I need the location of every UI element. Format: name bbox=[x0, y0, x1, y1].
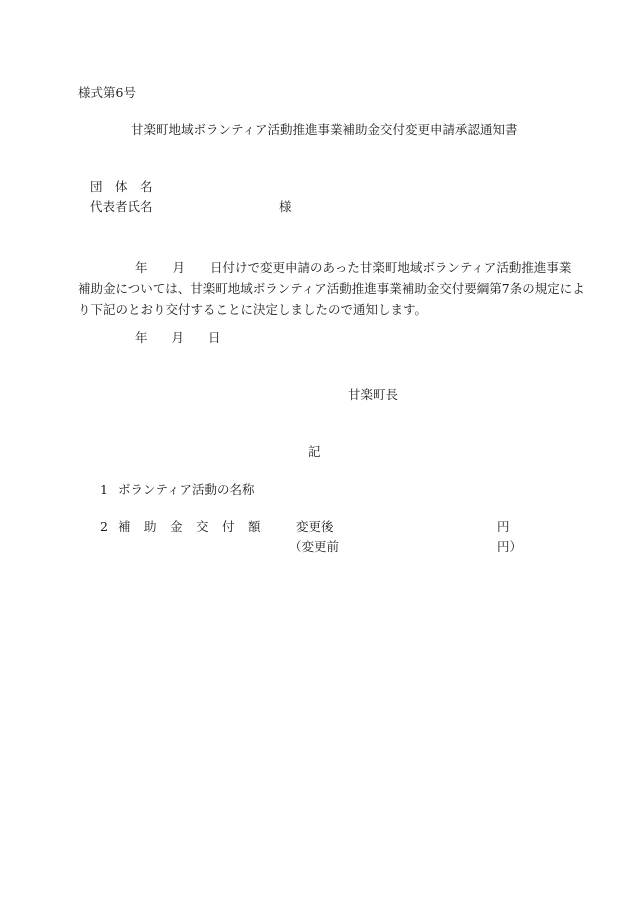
issue-date bbox=[135, 332, 221, 345]
document-title: 甘楽町地域ボランティア活動推進事業補助金交付変更申請承認通知書 bbox=[131, 122, 518, 137]
form-number: 様式第6号 bbox=[78, 85, 136, 100]
item-2-label: 補 助 金 交 付 額 bbox=[118, 519, 262, 534]
item-2-number: 2 bbox=[100, 519, 108, 534]
item-1-number: 1 bbox=[100, 482, 108, 497]
before-change-label: （変更前 bbox=[289, 539, 340, 554]
item-1-label: ボランティア活動の名称 bbox=[118, 482, 255, 497]
representative-name-label: 代表者氏名 bbox=[90, 199, 153, 214]
after-change-label: 変更後 bbox=[296, 519, 334, 534]
ki-heading: 記 bbox=[308, 444, 321, 459]
organization-name-label: 団 体 名 bbox=[90, 179, 153, 194]
honorific-sama: 様 bbox=[279, 199, 292, 214]
body-text-line-2: 補助金については、甘楽町地域ボランティア活動推進事業補助金交付要綱第7条の規定によ bbox=[78, 281, 585, 296]
date-year: 年 bbox=[135, 330, 148, 345]
yen-before-change: 円） bbox=[497, 539, 523, 554]
issuer-mayor: 甘楽町長 bbox=[348, 387, 399, 402]
yen-after-change: 円 bbox=[497, 519, 510, 534]
date-day: 日 bbox=[208, 330, 221, 345]
date-month: 月 bbox=[171, 330, 185, 345]
body-text-line-3: り下記のとおり交付することに決定しましたので通知します。 bbox=[78, 302, 428, 317]
body-text-line-1: 年 月 日付けで変更申請のあった甘楽町地域ボランティア活動推進事業 bbox=[135, 260, 572, 275]
